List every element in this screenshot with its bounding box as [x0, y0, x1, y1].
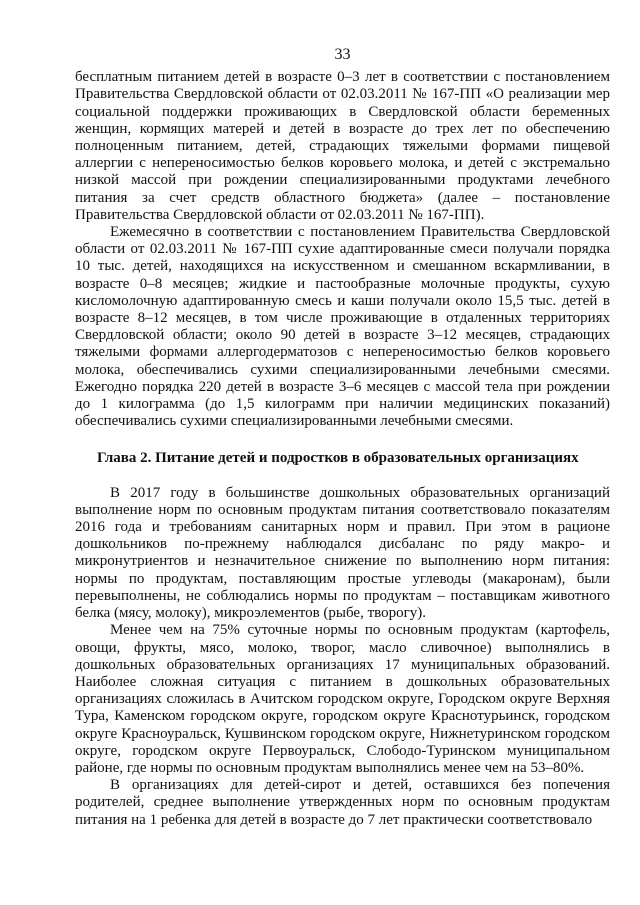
paragraph-under-75-percent: Менее чем на 75% суточные нормы по основным продуктам (картофель, овощи, фрукты, мясо, молоко, творог, масло сливочное) выполнялись в дошкольных образовательных организациях 17 муниципальных образований. Наиболее сложная ситуация с питанием в дошкольных образовательных организациях сложилась в Ачитском городском округе, Городском округе Верхняя Тура, Каменском городском округе, городском округе Краснотурьинск, городском округе Красноуральск, Кушвинском городском округе, Нижнетуринском городском округе, городском округе Первоуральск, Слободо-Туринском муниципальном районе, где нормы по основным продуктам выполнялись менее чем на 53–80%.: [75, 622, 610, 776]
paragraph-orphan-organizations: В организациях для детей-сирот и детей, оставшихся без попечения родителей, среднее выполнение утвержденных норм по основным продуктам питания на 1 ребенка для детей в возрасте до 7 лет практически соответствовало: [75, 777, 610, 828]
page-number: 33: [334, 46, 351, 63]
paragraph-monthly-supply: Ежемесячно в соответствии с постановлением Правительства Свердловской области от 02.03.2011 № 167-ПП сухие адаптированные смеси получали порядка 10 тыс. детей, находящихся на искусственном и смешанном вскармливании, в возрасте 0–8 месяцев; жидкие и пастообразные молочные продукты, сухую кисломолочную адаптированную смесь и каши получали около 15,5 тыс. детей в возрасте 8–12 месяцев, в том числе проживающие в отдаленных территориях Свердловской области; около 90 детей в возрасте 3–12 месяцев, страдающих тяжелыми формами аллергодерматозов с непереносимостью белков коровьего молока, обеспечивались сухими специализированными лечебными смесями. Ежегодно порядка 220 детей в возрасте 3–6 месяцев с массой тела при рождении до 1 килограмма (до 1,5 килограмм при наличии медицинских показаний) обеспечивались сухими специализированными лечебными смесями.: [75, 224, 610, 430]
document-page: [75, 0, 610, 829]
paragraph-continuation: бесплатным питанием детей в возрасте 0–3 лет в соответствии с постановлением Правительства Свердловской области от 02.03.2011 № 167-ПП «О реализации мер социальной поддержки проживающих в Свердловской области беременных женщин, кормящих матерей и детей в возрасте до трех лет по обеспечению полноценным питанием, детей, страдающих тяжелыми формами пищевой аллергии с непереносимостью белков коровьего молока, и детей с экстремально низкой массой при рождении специализированными продуктами лечебного питания за счет средств областного бюджета» (далее – постановление Правительства Свердловской области от 02.03.2011 № 167-ПП).: [75, 69, 610, 223]
paragraph-2017-norms: В 2017 году в большинстве дошкольных образовательных организаций выполнение норм по основным продуктам питания соответствовало показателям 2016 года и требованиям санитарных норм и правил. При этом в рационе дошкольников по-прежнему наблюдался дисбаланс по ряду макро- и микронутриентов и незначительное снижение по выполнению норм питания: нормы по продуктам, поставляющим простые углеводы (макаронам), были перевыполнены, не соблюдались нормы по продуктам – поставщикам животного белка (мясу, молоку), микроэлементов (рыбе, творогу).: [75, 484, 610, 622]
chapter-heading: Глава 2. Питание детей и подростков в образовательных организациях: [97, 450, 579, 467]
